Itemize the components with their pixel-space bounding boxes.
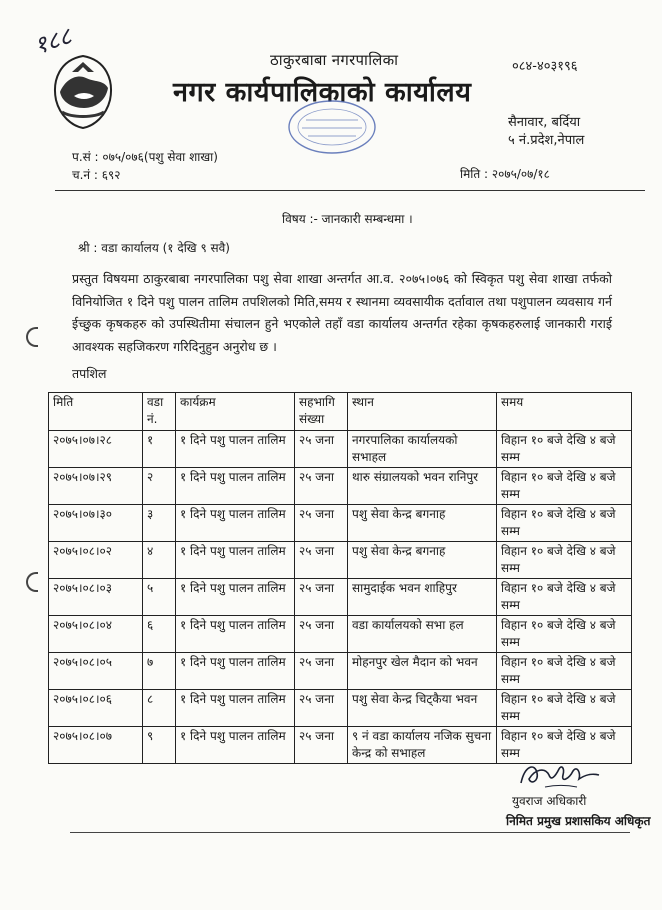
cell-date: २०७५।०८।०६ <box>49 690 143 727</box>
cell-place: वडा कार्यालयको सभा हल <box>348 616 497 653</box>
handwritten-margin-note: १८८ <box>30 21 76 61</box>
cell-program: १ दिने पशु पालन तालिम <box>176 505 295 542</box>
cell-date: २०७५।०८।०४ <box>49 616 143 653</box>
cell-ward: ६ <box>143 616 176 653</box>
cell-time: विहान १० बजे देखि ४ बजे सम्म <box>497 468 632 505</box>
column-header-date: मिति <box>49 393 143 431</box>
cell-time: विहान १० बजे देखि ४ बजे सम्म <box>497 690 632 727</box>
government-emblem-icon <box>48 52 118 130</box>
cell-participants: २५ जना <box>295 431 348 468</box>
cell-place: पशु सेवा केन्द्र चिट्‌कैया भवन <box>348 690 497 727</box>
schedule-label: तपशिल <box>72 366 107 381</box>
cell-date: २०७५।०८।०२ <box>49 542 143 579</box>
cell-place: थारु संग्रालयको भवन रानिपुर <box>348 468 497 505</box>
cell-ward: २ <box>143 468 176 505</box>
column-header-time: समय <box>497 393 632 431</box>
table-row <box>49 505 632 542</box>
letter-subject: विषय :- जानकारी सम्बन्धमा । <box>282 212 413 226</box>
signer-title: निमित प्रमुख प्रशासकिय अधिकृत <box>506 814 651 828</box>
column-header-place: स्थान <box>348 393 497 431</box>
cell-participants: २५ जना <box>295 468 348 505</box>
cell-participants: २५ जना <box>295 690 348 727</box>
phone-number: ०८४-४०३१९६ <box>512 59 578 74</box>
cell-date: २०७५।०८।०५ <box>49 653 143 690</box>
dispatch-number: च.नं : ६९२ <box>72 168 121 182</box>
cell-time: विहान १० बजे देखि ४ बजे सम्म <box>497 653 632 690</box>
cell-place: ९ नं वडा कार्यालय नजिक सुचना केन्द्र को सभाहल <box>348 727 497 764</box>
signature-icon <box>515 757 605 793</box>
punch-hole-mark <box>26 327 38 347</box>
column-header-ward: वडा नं. <box>143 393 176 431</box>
cell-participants: २५ जना <box>295 542 348 579</box>
cell-program: १ दिने पशु पालन तालिम <box>176 431 295 468</box>
cell-program: १ दिने पशु पालन तालिम <box>176 727 295 764</box>
cell-participants: २५ जना <box>295 616 348 653</box>
cell-ward: ८ <box>143 690 176 727</box>
cell-place: नगरपालिका कार्यालयको सभाहल <box>348 431 497 468</box>
cell-time: विहान १० बजे देखि ४ बजे सम्म <box>497 727 632 764</box>
cell-participants: २५ जना <box>295 727 348 764</box>
table-row <box>49 653 632 690</box>
cell-date: २०७५।०७।२९ <box>49 468 143 505</box>
table-row <box>49 542 632 579</box>
cell-ward: ४ <box>143 542 176 579</box>
cell-participants: २५ जना <box>295 579 348 616</box>
cell-place: मोहनपुर खेल मैदान को भवन <box>348 653 497 690</box>
cell-program: १ दिने पशु पालन तालिम <box>176 579 295 616</box>
header-divider <box>55 190 645 191</box>
table-row <box>49 579 632 616</box>
address-line-1: सैनावार, बर्दिया <box>508 115 581 130</box>
cell-ward: ३ <box>143 505 176 542</box>
cell-place: पशु सेवा केन्द्र बगनाह <box>348 542 497 579</box>
footer-divider <box>70 832 630 833</box>
table-header-row <box>49 393 632 431</box>
cell-ward: ७ <box>143 653 176 690</box>
cell-date: २०७५।०८।०३ <box>49 579 143 616</box>
cell-time: विहान १० बजे देखि ४ बजे सम्म <box>497 431 632 468</box>
punch-hole-mark <box>26 572 38 592</box>
cell-place: सामुदाईक भवन शाहिपुर <box>348 579 497 616</box>
office-stamp-icon <box>286 98 378 156</box>
cell-time: विहान १० बजे देखि ४ बजे सम्म <box>497 542 632 579</box>
letter-body: प्रस्तुत विषयमा ठाकुरबाबा नगरपालिका पशु सेवा शाखा अन्तर्गत आ.व. २०७५।०७६ को स्विकृत पशु सेवा शाखा तर्फको विनियोजित १ दिने पशु पालन तालिम तपशिलको मिति,समय र स्थानमा व्यवसायीक दर्तावाल तथा पशुपालन व्यवसाय गर्न ईच्छुक कृषकहरु को उपस्थितीमा संचालन हुने भएकोले तहाँ वडा कार्यालय अन्तर्गत रहेका कृषकहरुलाई जानकारी गराई आवश्यक सहजिकरण गरिदिनुहुन अनुरोध छ । <box>72 271 612 354</box>
cell-time: विहान १० बजे देखि ४ बजे सम्म <box>497 505 632 542</box>
cell-date: २०७५।०८।०७ <box>49 727 143 764</box>
signer-name: युवराज अधिकारी <box>512 794 587 808</box>
address-line-2: ५ नं.प्रदेश,नेपाल <box>508 133 585 148</box>
office-title: नगर कार्यपालिकाको कार्यालय <box>173 77 472 108</box>
cell-participants: २५ जना <box>295 653 348 690</box>
cell-program: १ दिने पशु पालन तालिम <box>176 542 295 579</box>
table-row <box>49 616 632 653</box>
cell-place: पशु सेवा केन्द्र बगनाह <box>348 505 497 542</box>
cell-participants: २५ जना <box>295 505 348 542</box>
cell-ward: १ <box>143 431 176 468</box>
letter-date: मिति : २०७५/०७/१८ <box>460 167 550 181</box>
cell-program: १ दिने पशु पालन तालिम <box>176 653 295 690</box>
cell-program: १ दिने पशु पालन तालिम <box>176 468 295 505</box>
cell-ward: ५ <box>143 579 176 616</box>
column-header-participants: सहभागि संख्या <box>295 393 348 431</box>
training-schedule-table <box>48 392 632 764</box>
cell-date: २०७५।०७।२८ <box>49 431 143 468</box>
cell-ward: ९ <box>143 727 176 764</box>
cell-date: २०७५।०७।३० <box>49 505 143 542</box>
column-header-program: कार्यक्रम <box>176 393 295 431</box>
table-row <box>49 468 632 505</box>
cell-program: १ दिने पशु पालन तालिम <box>176 690 295 727</box>
letter-recipient: श्री : वडा कार्यालय (१ देखि ९ सवै) <box>78 241 230 255</box>
cell-program: १ दिने पशु पालन तालिम <box>176 616 295 653</box>
cell-time: विहान १० बजे देखि ४ बजे सम्म <box>497 616 632 653</box>
table-row <box>49 431 632 468</box>
table-row <box>49 690 632 727</box>
reference-number: प.सं : ०७५/०७६(पशु सेवा शाखा) <box>72 150 218 164</box>
cell-time: विहान १० बजे देखि ४ बजे सम्म <box>497 579 632 616</box>
municipality-name: ठाकुरबाबा नगरपालिका <box>270 51 399 69</box>
